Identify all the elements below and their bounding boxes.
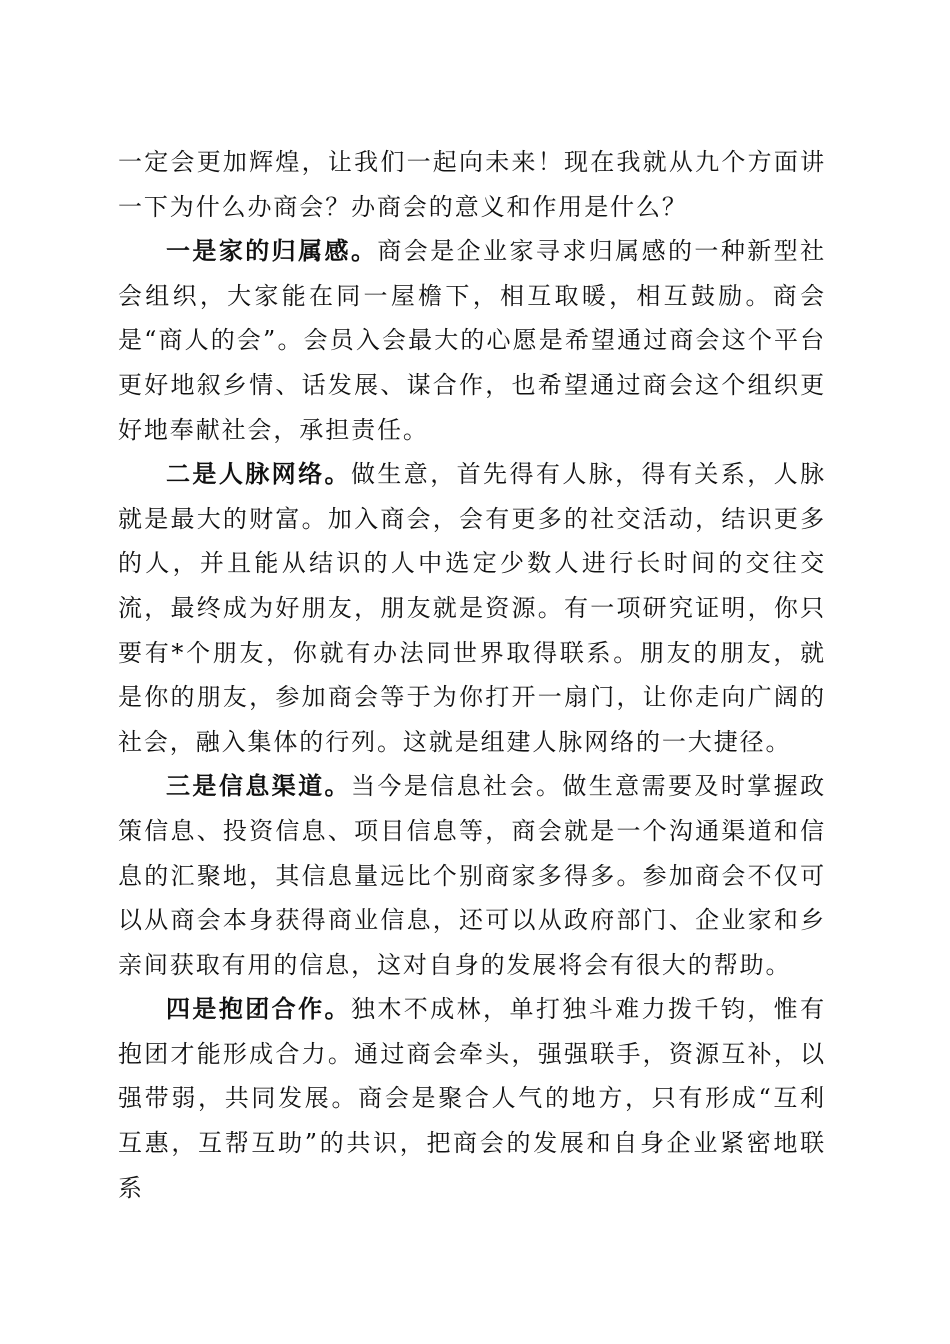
paragraph-lead: 四是抱团合作。 [166, 994, 351, 1024]
paragraph-network [118, 452, 826, 764]
paragraph-text: 独木不成林，单打独斗难力拨千钧，惟有抱团才能形成合力。通过商会牵头，强强联手，资源互补，以强带弱，共同发展。商会是聚合人气的地方，只有形成“互利互惠，互帮互助”的共识，把商会的发展和自身企业紧密地联系 [118, 995, 826, 1202]
document-body [118, 140, 826, 1210]
paragraph-intro [118, 140, 826, 229]
paragraph-text: 做生意，首先得有人脉，得有关系，人脉就是最大的财富。加入商会，会有更多的社交活动，结识更多的人，并且能从结识的人中选定少数人进行长时间的交往交流，最终成为好朋友，朋友就是资源。有一项研究证明，你只要有*个朋友，你就有办法同世界取得联系。朋友的朋友，就是你的朋友，参加商会等于为你打开一扇门，让你走向广阔的社会，融入集体的行列。这就是组建人脉网络的一大捷径。 [118, 460, 826, 756]
paragraph-cooperation [118, 987, 826, 1210]
paragraph-lead: 三是信息渠道。 [166, 771, 351, 801]
paragraph-lead: 一是家的归属感。 [166, 236, 378, 266]
paragraph-belonging [118, 229, 826, 452]
paragraph-text: 当今是信息社会。做生意需要及时掌握政策信息、投资信息、项目信息等，商会就是一个沟通渠道和信息的汇聚地，其信息量远比个别商家多得多。参加商会不仅可以从商会本身获得商业信息，还可以从政府部门、企业家和乡亲间获取有用的信息，这对自身的发展将会有很大的帮助。 [118, 772, 826, 979]
paragraph-lead: 二是人脉网络。 [166, 459, 351, 489]
paragraph-information [118, 764, 826, 987]
paragraph-text: 商会是企业家寻求归属感的一种新型社会组织，大家能在同一屋檐下，相互取暖，相互鼓励。商会是“商人的会”。会员入会最大的心愿是希望通过商会这个平台更好地叙乡情、话发展、谋合作，也希望通过商会这个组织更好地奉献社会，承担责任。 [118, 237, 826, 444]
paragraph-text: 一定会更加辉煌，让我们一起向未来！现在我就从九个方面讲一下为什么办商会？办商会的意义和作用是什么？ [118, 148, 826, 221]
